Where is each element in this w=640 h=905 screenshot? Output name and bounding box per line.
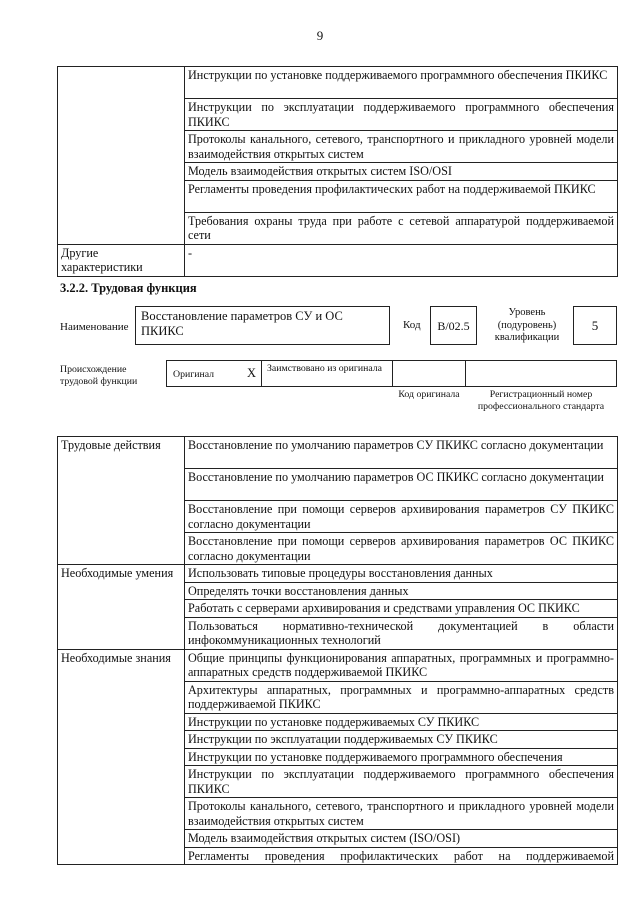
group-label: Необходимые умения	[58, 565, 185, 650]
table-row: Протоколы канального, сетевого, транспортного и прикладного уровней модели взаимодействия открытых систем	[185, 131, 618, 163]
section-title: 3.2.2. Трудовая функция	[60, 281, 197, 295]
level-label: Уровень (подуровень) квалификации	[494, 307, 560, 343]
original-mark: X	[247, 366, 257, 380]
table-row: Восстановление по умолчанию параметров ОС ПКИКС согласно документации	[185, 469, 618, 501]
function-details-table	[57, 436, 618, 865]
level-value: 5	[573, 306, 617, 345]
table-row: Инструкции по эксплуатации поддерживаемых СУ ПКИКС	[185, 731, 618, 749]
table-row: Требования охраны труда при работе с сетевой аппаратурой поддерживаемой сети	[185, 212, 618, 244]
group-label: Необходимые знания	[58, 649, 185, 865]
top-requirements-table	[57, 66, 618, 277]
table-row: Протоколы канального, сетевого, транспортного и прикладного уровней модели взаимодействия открытых систем	[185, 798, 618, 830]
table-row: Модель взаимодействия открытых систем (ISO/OSI)	[185, 830, 618, 848]
original-label: Оригинал	[173, 369, 215, 380]
table-row: Использовать типовые процедуры восстановления данных	[185, 565, 618, 583]
table-row: Инструкции по эксплуатации поддерживаемого программного обеспечения ПКИКС	[185, 766, 618, 798]
origin-label: Происхождение трудовой функции	[60, 364, 138, 387]
top-table-label-cell	[58, 67, 185, 245]
original-code-cell	[392, 360, 466, 387]
table-row: Инструкции по установке поддерживаемого программного обеспечения ПКИКС	[185, 67, 618, 99]
reg-number-cell	[465, 360, 617, 387]
table-row: Архитектуры аппаратных, программных и программно-аппаратных средств поддерживаемой ПКИКС	[185, 681, 618, 713]
function-name-value: Восстановление параметров СУ и ОС ПКИКС	[135, 306, 390, 345]
table-row: Восстановление при помощи серверов архивирования параметров ОС ПКИКС согласно документации	[185, 533, 618, 565]
table-row: Регламенты проведения профилактических работ на поддерживаемой ПКИКС	[185, 180, 618, 212]
table-row: Пользоваться нормативно-технической документацией в области инфокоммуникационных технологий	[185, 617, 618, 649]
table-row: Общие принципы функционирования аппаратных, программных и программно-аппаратных средств поддерживаемой ПКИКС	[185, 649, 618, 681]
table-row: Инструкции по эксплуатации поддерживаемого программного обеспечения ПКИКС	[185, 99, 618, 131]
code-caption: Код оригинала	[398, 389, 460, 400]
reg-caption: Регистрационный номер профессионального стандарта	[477, 389, 605, 412]
table-row: Восстановление по умолчанию параметров СУ ПКИКС согласно документации	[185, 437, 618, 469]
table-row: Восстановление при помощи серверов архивирования параметров СУ ПКИКС согласно документации	[185, 501, 618, 533]
name-label: Наименование	[60, 321, 129, 333]
borrowed-cell: Заимствовано из оригинала	[261, 360, 393, 387]
original-cell	[166, 360, 262, 387]
table-row: Работать с серверами архивирования и средствами управления ОС ПКИКС	[185, 600, 618, 618]
table-row: Инструкции по установке поддерживаемых СУ ПКИКС	[185, 713, 618, 731]
page-number: 9	[316, 28, 324, 43]
table-row: Модель взаимодействия открытых систем ISO/OSI	[185, 163, 618, 181]
group-label: Трудовые действия	[58, 437, 185, 565]
table-row: Инструкции по установке поддерживаемого программного обеспечения	[185, 748, 618, 766]
other-characteristics-label: Другие характеристики	[58, 244, 185, 276]
table-row: Регламенты проведения профилактических работ на поддерживаемой	[185, 847, 618, 865]
other-characteristics-value: -	[185, 244, 618, 276]
code-value: B/02.5	[430, 306, 477, 345]
code-label: Код	[403, 319, 421, 331]
table-row: Определять точки восстановления данных	[185, 582, 618, 600]
